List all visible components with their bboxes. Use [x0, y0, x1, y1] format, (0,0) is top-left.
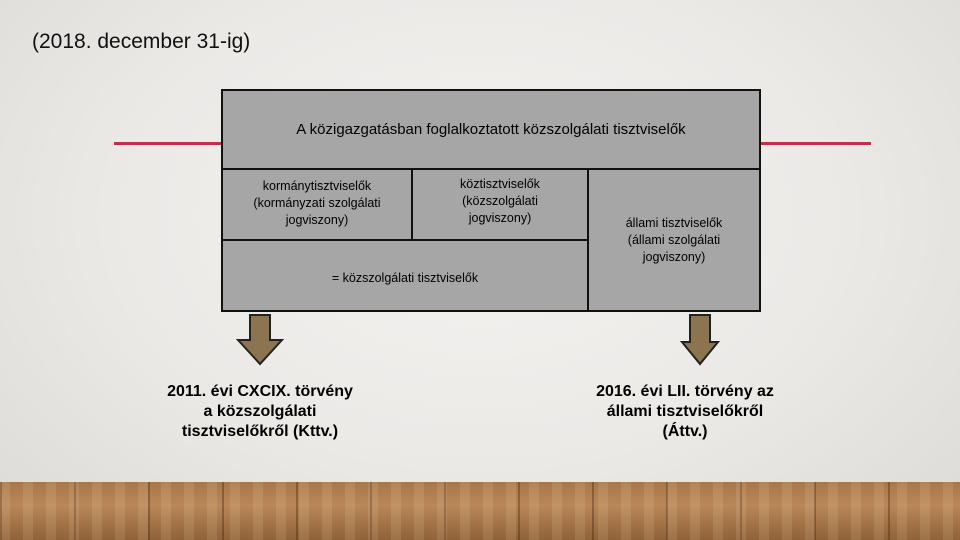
cell-kozszolgalati-tisztviselok	[221, 239, 589, 312]
cell-1-line-3: jogviszony)	[285, 213, 349, 227]
arrow-down-left-icon	[236, 314, 284, 366]
cell-2-line-1: köztisztviselők	[460, 177, 540, 191]
cell-kormanytisztviselok	[221, 168, 413, 241]
cell-1-line-2: (kormányzati szolgálati	[253, 196, 381, 210]
law-kttv-line-2: a közszolgálati	[203, 403, 317, 420]
accent-line-right	[760, 142, 871, 145]
accent-line-left	[114, 142, 224, 145]
arrow-down-right-icon	[680, 314, 720, 366]
law-kttv-line-1: 2011. évi CXCIX. törvény	[167, 383, 353, 400]
cell-3-line-2: (állami szolgálati	[627, 232, 721, 247]
law-kttv-line-3: tisztviselőkről (Kttv.)	[181, 423, 339, 440]
cell-koztisztviselok	[411, 168, 589, 241]
wood-floor-background	[0, 482, 960, 540]
law-attv-line-3: (Áttv.)	[662, 423, 708, 440]
diagram-header-text: A közigazgatásban foglalkoztatott közszolgálati tisztviselők	[296, 121, 686, 138]
cell-4-text: = közszolgálati tisztviselők	[331, 271, 479, 285]
cell-allami-tisztviselok	[587, 168, 761, 312]
law-kttv	[140, 382, 380, 442]
cell-3-line-3: jogviszony)	[642, 249, 706, 264]
diagram-header	[221, 89, 761, 170]
cell-2-line-2: (közszolgálati	[462, 194, 538, 208]
slide-title: (2018. december 31-ig)	[32, 30, 251, 53]
cell-3-line-1: állami tisztviselők	[625, 215, 723, 230]
law-attv-line-2: állami tisztviselőkről	[606, 403, 764, 420]
cell-2-line-3: jogviszony)	[468, 211, 532, 225]
law-attv	[565, 382, 805, 442]
law-attv-line-1: 2016. évi LII. törvény az	[596, 383, 774, 400]
cell-1-line-1: kormánytisztviselők	[262, 179, 372, 193]
